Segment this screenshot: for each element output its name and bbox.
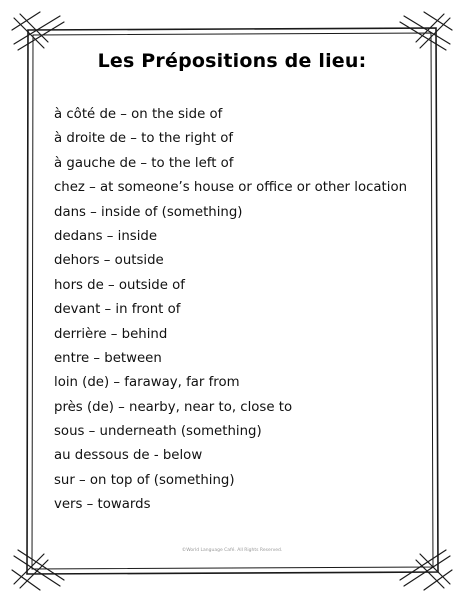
list-item: à côté de – on the side of (54, 107, 223, 122)
list-item: dehors – outside (54, 253, 164, 269)
list-item: vers – towards (54, 497, 151, 513)
corner-hatch-bottom-left-icon (12, 550, 64, 590)
list-item: au dessous de - below (54, 448, 203, 464)
list-item: hors de – outside of (54, 277, 185, 293)
page-title: Les Prépositions de lieu: (97, 50, 367, 72)
corner-hatch-top-left-icon (12, 12, 64, 50)
list-item: à gauche de – to the left of (54, 155, 234, 171)
list-item: chez – at someone’s house or office or other location (54, 180, 408, 196)
list-item: près (de) – nearby, near to, close to (54, 399, 293, 415)
copyright-footer: ©World Language Café. All Rights Reserved. (181, 548, 283, 553)
corner-hatch-bottom-right-icon (400, 550, 452, 590)
list-item: entre – between (54, 350, 162, 366)
list-item: sous – underneath (something) (54, 424, 262, 440)
list-item: dedans – inside (54, 228, 158, 244)
list-item: loin (de) – faraway, far from (54, 375, 240, 391)
corner-hatch-top-right-icon (400, 12, 452, 50)
preposition-list (54, 103, 407, 518)
list-item: dans – inside of (something) (54, 204, 243, 220)
list-item: à droite de – to the right of (54, 131, 234, 147)
list-item: devant – in front of (54, 302, 181, 318)
list-item: sur – on top of (something) (54, 472, 235, 488)
list-item: derrière – behind (54, 326, 168, 342)
